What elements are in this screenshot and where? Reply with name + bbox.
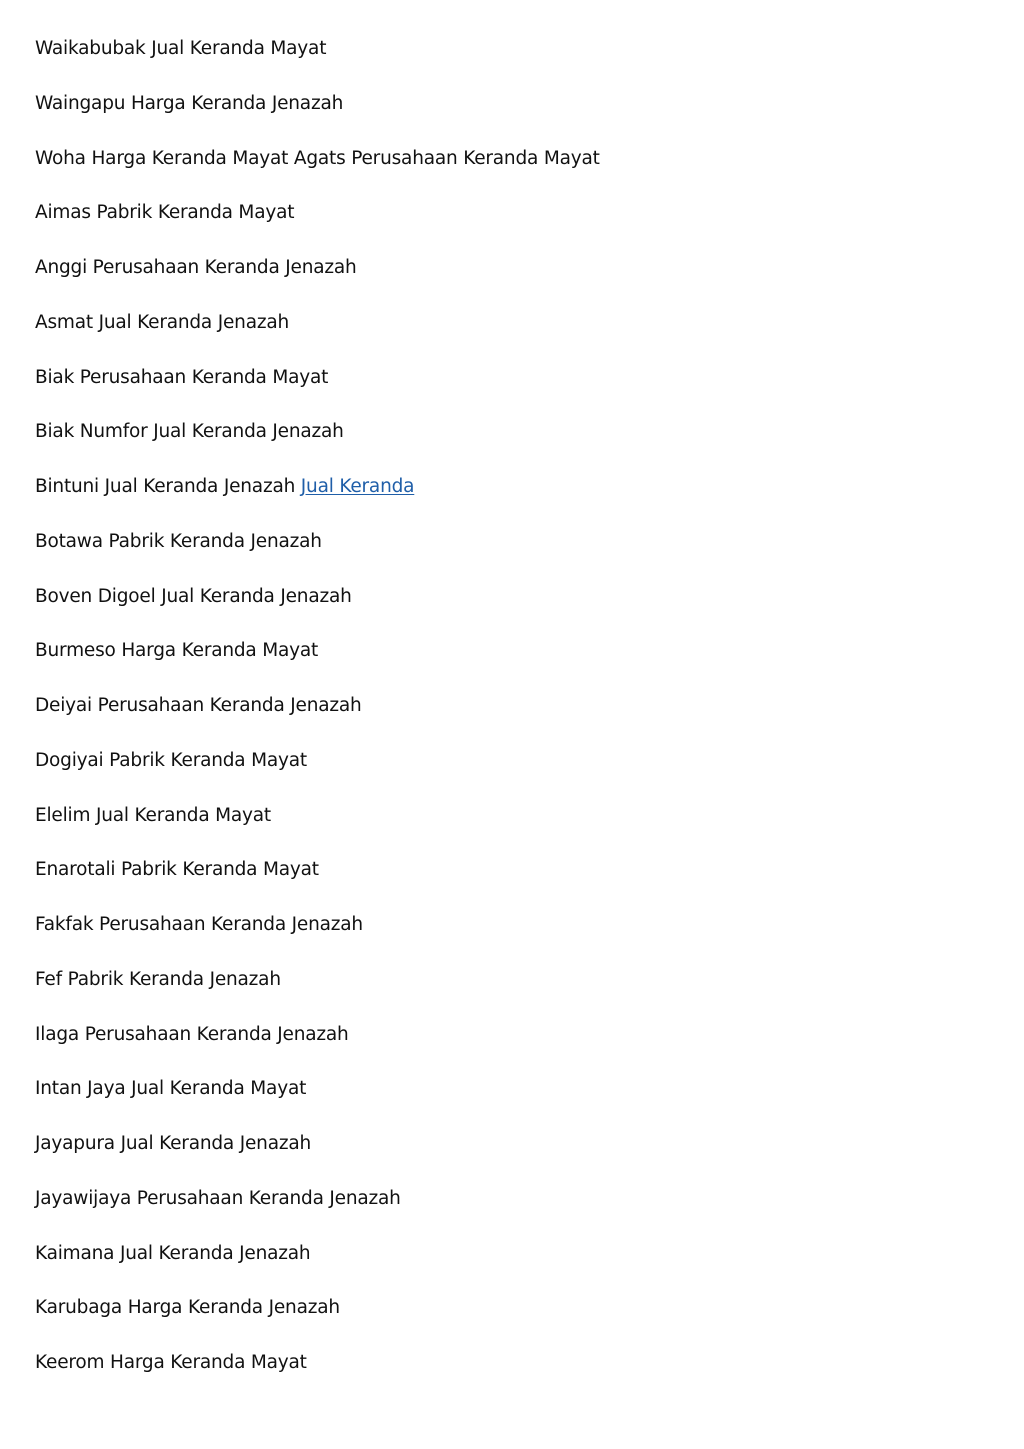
line-text: Anggi Perusahaan Keranda Jenazah	[35, 257, 357, 278]
line-text: Jayawijaya Perusahaan Keranda Jenazah	[35, 1187, 401, 1209]
line-text: Asmat Jual Keranda Jenazah	[35, 311, 290, 333]
text-line	[35, 1023, 600, 1078]
line-text: Deiyai Perusahaan Keranda Jenazah	[35, 695, 362, 716]
line-text: Elelim Jual Keranda Mayat	[35, 804, 271, 826]
line-text: Karubaga Harga Keranda Jenazah	[35, 1297, 340, 1319]
text-line	[35, 749, 600, 804]
text-line	[35, 475, 600, 530]
line-text: Fakfak Perusahaan Keranda Jenazah	[35, 914, 363, 935]
line-text: Keerom Harga Keranda Mayat	[35, 1352, 307, 1373]
text-line	[35, 37, 600, 92]
text-line	[35, 366, 600, 421]
line-text: Waingapu Harga Keranda Jenazah	[35, 92, 344, 114]
line-text: Dogiyai Pabrik Keranda Mayat	[35, 749, 307, 771]
line-text: Fef Pabrik Keranda Jenazah	[35, 968, 281, 990]
line-text: Intan Jaya Jual Keranda Mayat	[35, 1078, 307, 1100]
text-line	[35, 1187, 600, 1242]
line-text: Burmeso Harga Keranda Mayat	[35, 640, 319, 662]
text-line	[35, 1132, 600, 1187]
line-text: Woha Harga Keranda Mayat Agats Perusahaan Keranda Mayat	[35, 147, 600, 169]
line-text: Biak Perusahaan Keranda Mayat	[35, 366, 329, 388]
line-text: Biak Numfor Jual Keranda Jenazah	[35, 421, 344, 443]
text-line	[35, 804, 600, 859]
jual-keranda-link[interactable]: Jual Keranda	[300, 476, 415, 497]
line-text: Kaimana Jual Keranda Jenazah	[35, 1242, 311, 1264]
text-line	[35, 311, 600, 366]
text-line	[35, 858, 600, 913]
line-text: Jayapura Jual Keranda Jenazah	[35, 1133, 311, 1154]
line-text: Bintuni Jual Keranda Jenazah	[35, 476, 301, 497]
text-line	[35, 201, 600, 256]
line-text: Waikabubak Jual Keranda Mayat	[35, 38, 327, 59]
text-line	[35, 585, 600, 640]
text-line	[35, 147, 600, 202]
text-line	[35, 530, 600, 585]
line-text: Botawa Pabrik Keranda Jenazah	[35, 530, 322, 552]
text-line	[35, 1077, 600, 1132]
text-line	[35, 968, 600, 1023]
line-text: Aimas Pabrik Keranda Mayat	[35, 202, 295, 224]
text-line	[35, 92, 600, 147]
text-line	[35, 1296, 600, 1351]
text-line	[35, 913, 600, 968]
line-text: Boven Digoel Jual Keranda Jenazah	[35, 585, 352, 607]
text-line	[35, 694, 600, 749]
line-text: Ilaga Perusahaan Keranda Jenazah	[35, 1023, 349, 1045]
text-lines	[35, 37, 600, 1406]
text-line	[35, 1242, 600, 1297]
text-line	[35, 1351, 600, 1406]
line-text: Enarotali Pabrik Keranda Mayat	[35, 859, 319, 881]
text-line	[35, 256, 600, 311]
text-line	[35, 420, 600, 475]
text-line	[35, 639, 600, 694]
